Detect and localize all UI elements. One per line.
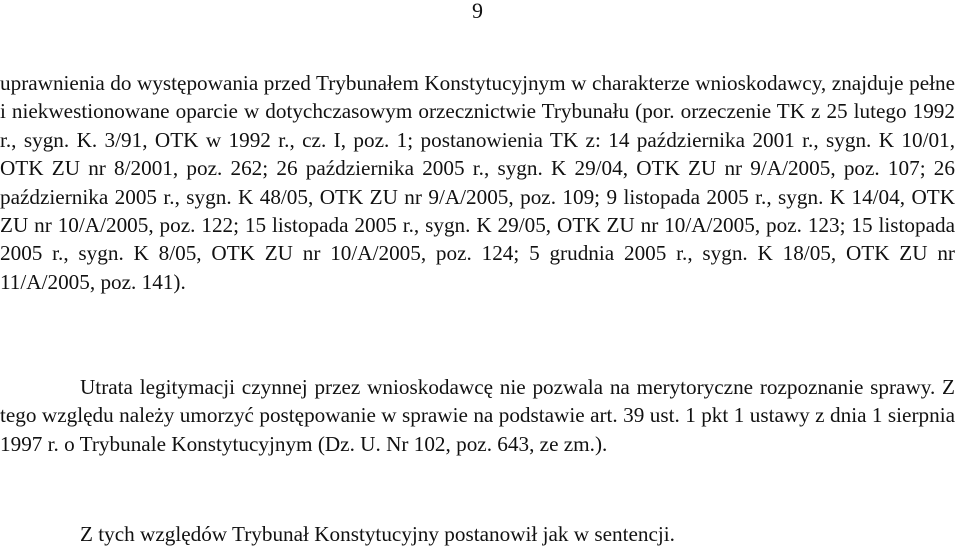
- paragraph-discontinuation: Utrata legitymacji czynnej przez wnioskodawcę nie pozwala na merytoryczne rozpoznanie sprawy. Z tego względu należy umorzyć postępowanie w sprawie na podstawie art. 39 ust. 1 pkt 1 ustawy z dnia 1 sierpnia 1997 r. o Trybunale Konstytucyjnym (Dz. U. Nr 102, poz. 643, ze zm.).: [0, 375, 955, 456]
- paragraph-conclusion: Z tych względów Trybunał Konstytucyjny postanowił jak w sentencji.: [80, 522, 675, 546]
- page-number: 9: [472, 0, 483, 23]
- paragraph-legal-basis: uprawnienia do występowania przed Trybunałem Konstytucyjnym w charakterze wnioskodawcy, znajduje pełne i niekwestionowane oparcie w dotychczasowym orzecznictwie Trybunału (por. orzeczenie TK z 25 lutego 1992 r., sygn. K. 3/91, OTK w 1992 r., cz. I, poz. 1; postanowienia TK z: 14 października 2001 r., sygn. K 10/01, OTK ZU nr 8/2001, poz. 262; 26 października 2005 r., sygn. K 29/04, OTK ZU nr 9/A/2005, poz. 107; 26 października 2005 r., sygn. K 48/05, OTK ZU nr 9/A/2005, poz. 109; 9 listopada 2005 r., sygn. K 14/04, OTK ZU nr 10/A/2005, poz. 122; 15 listopada 2005 r., sygn. K 29/05, OTK ZU nr 10/A/2005, poz. 123; 15 listopada 2005 r., sygn. K 8/05, OTK ZU nr 10/A/2005, poz. 124; 5 grudnia 2005 r., sygn. K 18/05, OTK ZU nr 11/A/2005, poz. 141).: [0, 71, 955, 294]
